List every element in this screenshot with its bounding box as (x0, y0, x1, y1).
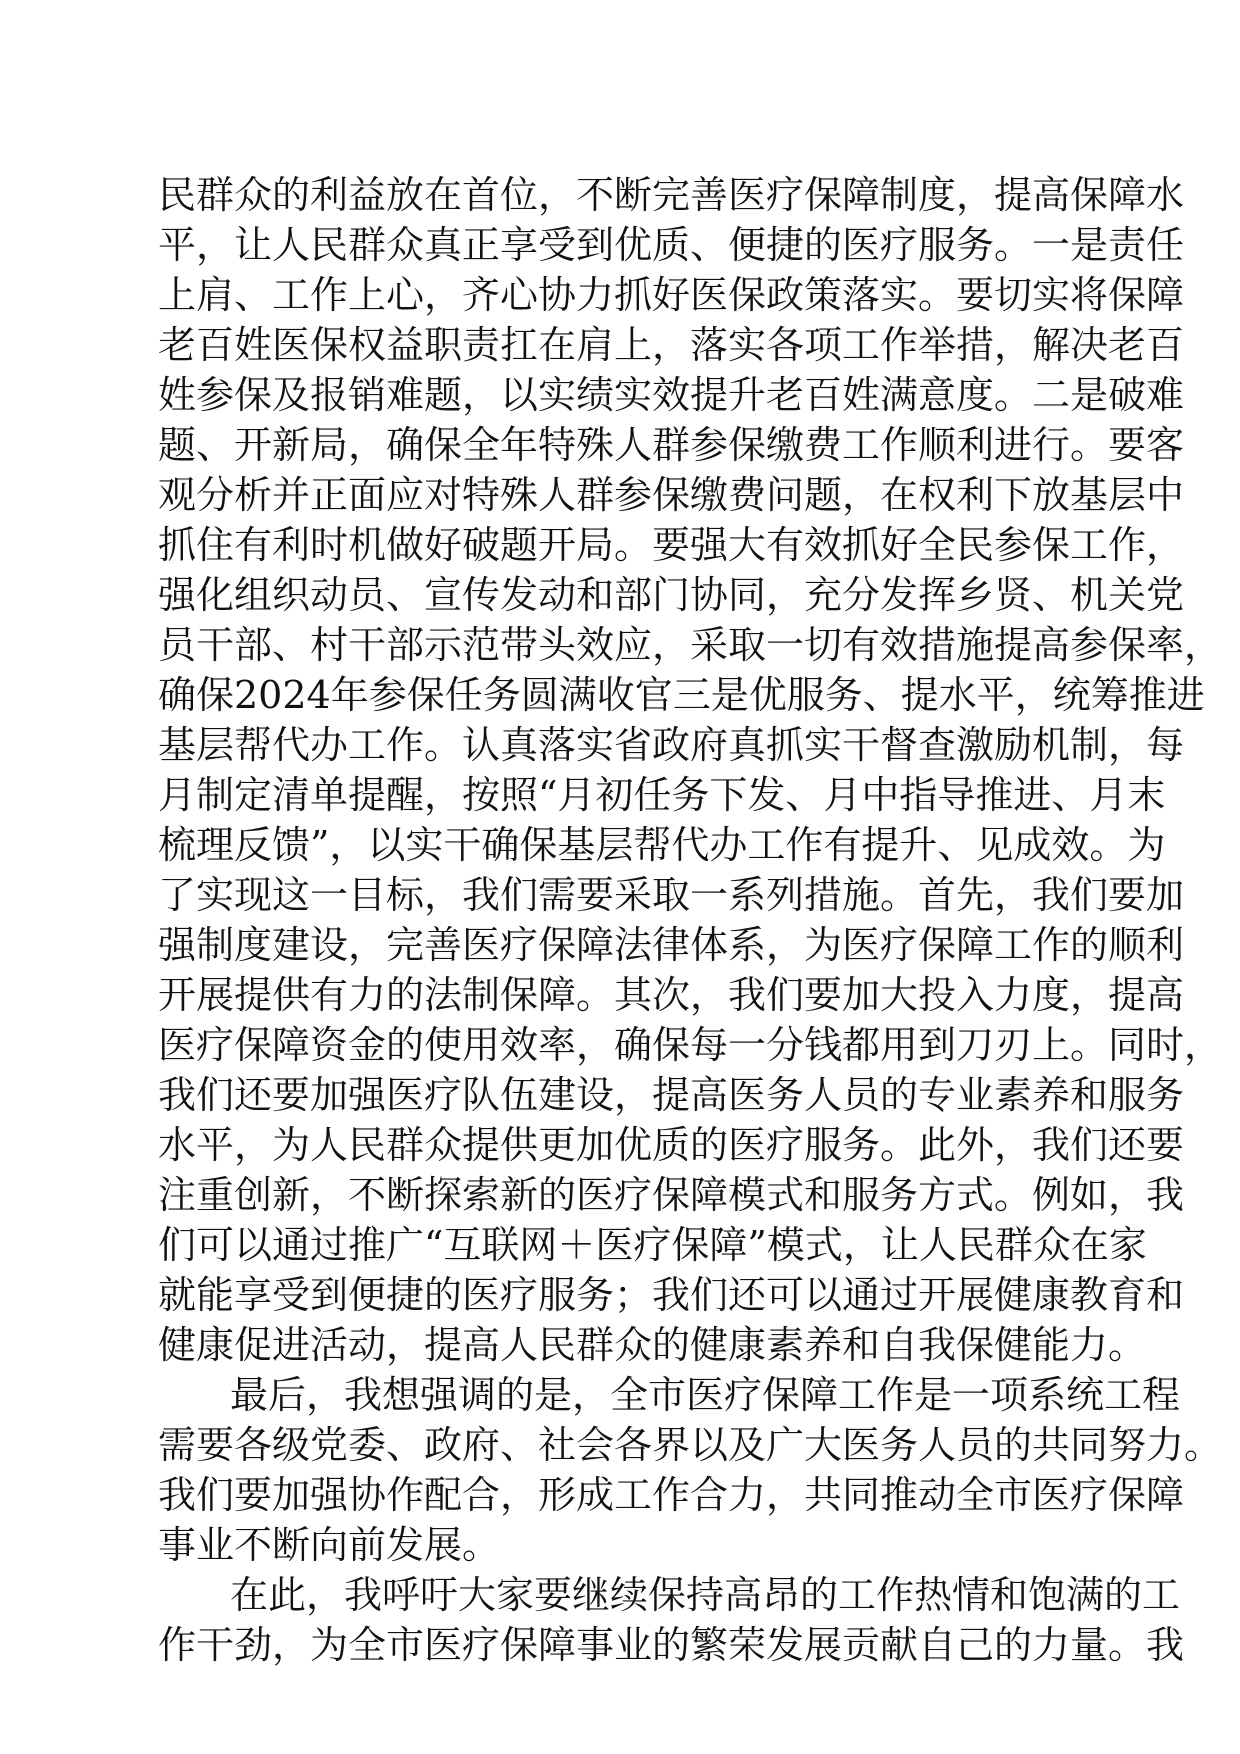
text-line: 姓参保及报销难题，以实绩实效提升老百姓满意度。二是破难 (158, 373, 1185, 417)
text-line: 作干劲，为全市医疗保障事业的繁荣发展贡献自己的力量。我 (158, 1623, 1185, 1667)
text-line: 确保2024年参保任务圆满收官三是优服务、提水平，统筹推进 (158, 673, 1205, 717)
text-line: 月制定清单提醒，按照“月初任务下发、月中指导推进、月末 (158, 773, 1166, 817)
text-line: 题、开新局，确保全年特殊人群参保缴费工作顺利进行。要客 (158, 423, 1185, 467)
text-line: 最后，我想强调的是，全市医疗保障工作是一项系统工程 (230, 1373, 1181, 1417)
text-line: 我们还要加强医疗队伍建设，提高医务人员的专业素养和服务 (158, 1073, 1185, 1117)
text-line: 观分析并正面应对特殊人群参保缴费问题，在权利下放基层中 (158, 473, 1185, 517)
text-line: 我们要加强协作配合，形成工作合力，共同推动全市医疗保障 (158, 1473, 1185, 1517)
text-line: 注重创新，不断探索新的医疗保障模式和服务方式。例如，我 (158, 1173, 1185, 1217)
text-line: 医疗保障资金的使用效率，确保每一分钱都用到刀刃上。同时， (158, 1023, 1223, 1067)
text-line: 强化组织动员、宣传发动和部门协同，充分发挥乡贤、机关党 (158, 573, 1185, 617)
text-line: 了实现这一目标，我们需要采取一系列措施。首先，我们要加 (158, 873, 1185, 917)
text-line: 事业不断向前发展。 (158, 1523, 501, 1567)
body-text (158, 170, 1223, 1670)
text-line: 基层帮代办工作。认真落实省政府真抓实干督查激励机制，每 (158, 723, 1185, 767)
text-line: 需要各级党委、政府、社会各界以及广大医务人员的共同努力。 (158, 1423, 1223, 1467)
text-line: 上肩、工作上心，齐心协力抓好医保政策落实。要切实将保障 (158, 273, 1185, 317)
text-line: 开展提供有力的法制保障。其次，我们要加大投入力度，提高 (158, 973, 1185, 1017)
text-line: 老百姓医保权益职责扛在肩上，落实各项工作举措，解决老百 (158, 323, 1185, 367)
text-line: 们可以通过推广“互联网＋医疗保障”模式，让人民群众在家 (158, 1223, 1147, 1267)
text-line: 民群众的利益放在首位，不断完善医疗保障制度，提高保障水 (158, 173, 1185, 217)
text-line: 员干部、村干部示范带头效应，采取一切有效措施提高参保率， (158, 623, 1223, 667)
text-line: 水平，为人民群众提供更加优质的医疗服务。此外，我们还要 (158, 1123, 1185, 1167)
text-line: 平，让人民群众真正享受到优质、便捷的医疗服务。一是责任 (158, 223, 1185, 267)
text-line: 梳理反馈”，以实干确保基层帮代办工作有提升、见成效。为 (158, 823, 1166, 867)
text-line: 健康促进活动，提高人民群众的健康素养和自我保健能力。 (158, 1323, 1147, 1367)
text-line: 在此，我呼吁大家要继续保持高昂的工作热情和饱满的工 (230, 1573, 1181, 1617)
text-line: 抓住有利时机做好破题开局。要强大有效抓好全民参保工作， (158, 523, 1185, 567)
text-line: 就能享受到便捷的医疗服务；我们还可以通过开展健康教育和 (158, 1273, 1185, 1317)
text-line: 强制度建设，完善医疗保障法律体系，为医疗保障工作的顺利 (158, 923, 1185, 967)
